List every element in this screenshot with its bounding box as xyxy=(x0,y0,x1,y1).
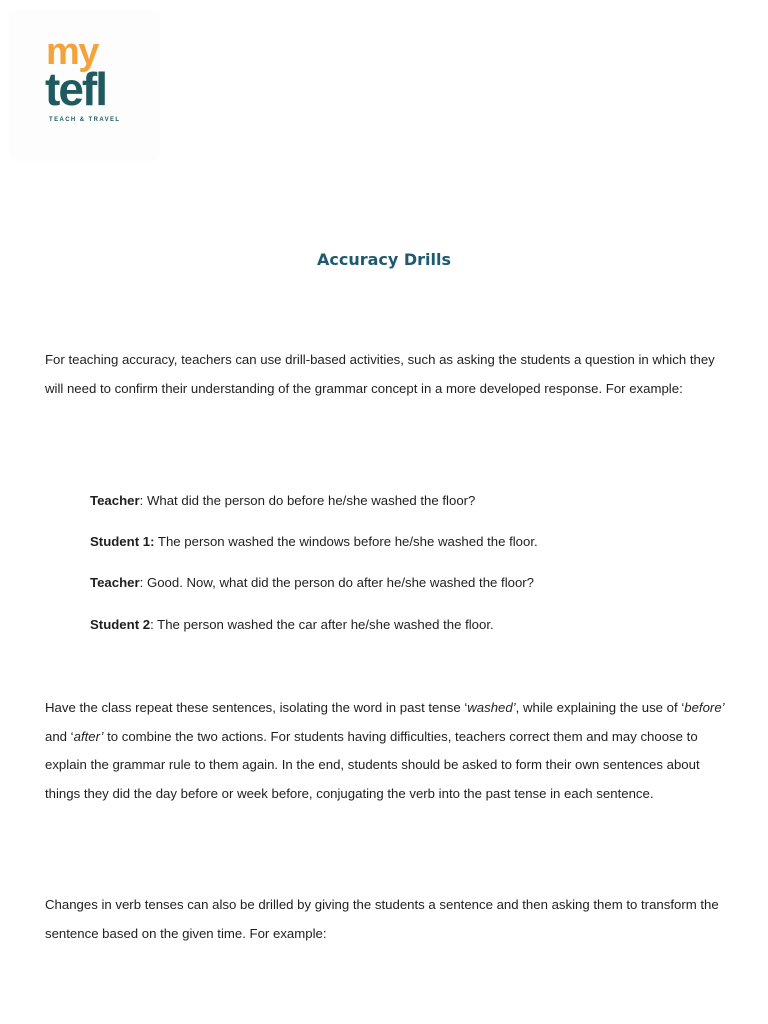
logo-tagline: TEACH & TRAVEL xyxy=(49,117,121,123)
dialogue-text: Good. Now, what did the person do after he/she washed the floor? xyxy=(146,575,535,590)
dialogue-text: What did the person do before he/she washed the floor? xyxy=(146,493,476,508)
dialogue-separator: : xyxy=(150,617,158,632)
dialogue-separator: : xyxy=(139,575,147,590)
emphasis-before: before’ xyxy=(684,700,725,715)
dialogue-separator: : xyxy=(139,493,147,508)
dialogue-text: The person washed the car after he/she washed the floor. xyxy=(157,617,494,632)
dialogue-speaker: Student 1: xyxy=(90,534,155,549)
emphasis-washed: washed’ xyxy=(467,700,516,715)
dialogue-speaker: Teacher xyxy=(90,493,140,508)
verb-tense-paragraph: Changes in verb tenses can also be drilled by giving the students a sentence and then asking them to transform the sentence based on the given time. For example: xyxy=(45,897,719,941)
paragraph-text: Have the class repeat these sentences, isolating the word in past tense ‘ xyxy=(45,700,468,715)
dialogue-text: The person washed the windows before he/she washed the floor. xyxy=(157,534,538,549)
dialogue-line-student-1 xyxy=(90,532,730,552)
dialogue-speaker: Teacher xyxy=(90,575,140,590)
emphasis-after: after’ xyxy=(73,728,104,744)
dialogue-line-teacher-2 xyxy=(90,573,730,593)
logo-my-text: my xyxy=(46,31,98,73)
paragraph-text: , while explaining the use of ‘ xyxy=(515,700,685,715)
repeat-paragraph xyxy=(45,694,725,809)
dialogue-speaker: Student 2 xyxy=(90,617,151,632)
dialogue-line-student-2 xyxy=(90,615,730,635)
mytefl-logo xyxy=(12,12,158,158)
paragraph-text: to combine the two actions. For students having difficulties, teachers correct them and may choose to explain the grammar rule to them again. In the end, students should be asked to form their own sentences about things they did the day before or week before, conjugating the verb into the past tense in each sentence. xyxy=(45,728,700,802)
logo-tefl-text: tefl xyxy=(45,63,106,115)
dialogue-line-teacher-1 xyxy=(90,491,730,511)
intro-paragraph: For teaching accuracy, teachers can use drill-based activities, such as asking the students a question in which they will need to confirm their understanding of the grammar concept in a more developed response. For example: xyxy=(45,352,715,396)
paragraph-text: and ‘ xyxy=(45,728,74,744)
page-title: Accuracy Drills xyxy=(316,250,452,269)
